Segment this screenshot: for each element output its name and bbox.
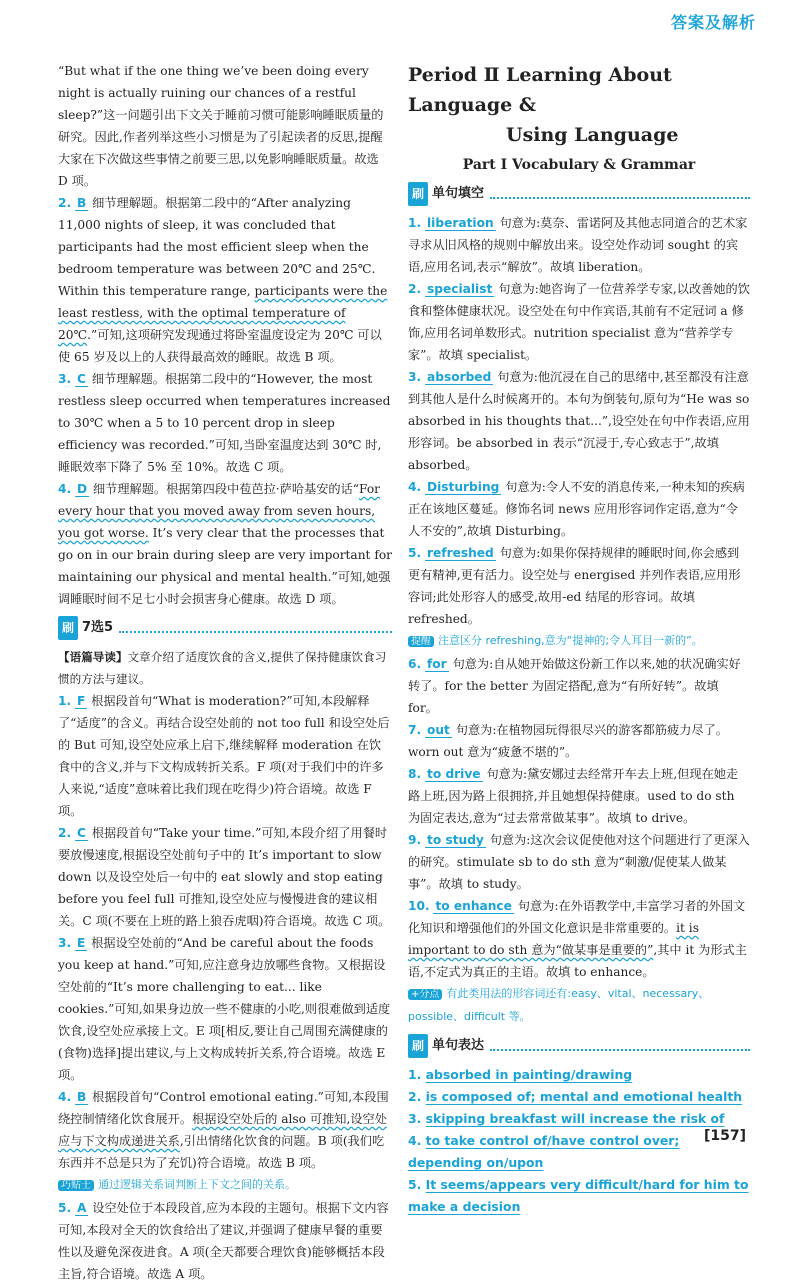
item-number: 2.: [58, 826, 72, 840]
guide-label: 【语篇导读】: [58, 650, 128, 664]
item-number: 9.: [408, 833, 422, 847]
highlighted-evidence: For every hour that you moved away from seven hours, you got worse.: [58, 482, 380, 540]
fill-item-8: [408, 763, 750, 829]
section-badge: 刷: [408, 1034, 428, 1058]
guide-text: 文章介绍了适度饮食的含义,提供了保持健康饮食习惯的方法与建议。: [58, 650, 387, 686]
section-header-expression: [408, 1034, 750, 1058]
answer-item-s5: [58, 1197, 392, 1285]
left-column: [58, 60, 392, 1285]
item-number: 3.: [58, 936, 72, 950]
explanation-text: 根据段首句“Take your time.”可知,本段介绍了用餐时要放慢速度,根据设空处前句子中的 It’s important to slow down 以及设空处后一句中的 eat slowly and stop eating before you feel full 可推知,设空处应与慢慢进食的建议相关。C 项(不要在上班的路上狼吞虎咽)符合语境。故选 C 项。: [58, 826, 391, 928]
fill-item-10: [408, 895, 750, 983]
answer-section-tag: 答案及解析: [670, 13, 756, 32]
reminder-note: [408, 630, 750, 653]
explanation-text: 句意为:黛安娜过去经常开车去上班,但现在她走路上班,因为路上很拥挤,并且她想保持健康。used to do sth 为固定表达,意为“过去常常做某事”。故填 to drive。: [408, 767, 739, 825]
item-number: 2.: [58, 196, 72, 210]
fill-item-1: [408, 212, 750, 278]
highlighted-evidence: participants were the least restless, with the optimal temperature of 20℃: [58, 284, 388, 342]
answer-item-s4: [58, 1086, 392, 1174]
item-number: 2.: [408, 282, 422, 296]
fill-item-3: [408, 366, 750, 476]
section-badge: 刷: [408, 182, 428, 206]
answer-letter: C: [77, 826, 86, 840]
explanation-text: ,引出情绪化饮食的问题。B 项(我们吃东西并不总是只为了充饥)符合语境。故选 B 项。: [58, 1134, 385, 1170]
tip-text: 注意区分 refreshing,意为“提神的;令人耳目一新的”。: [438, 634, 703, 647]
section-title: 7选5: [82, 620, 114, 635]
dotted-divider: [490, 189, 750, 199]
fill-item-9: [408, 829, 750, 895]
expression-text: is composed of; mental and emotional health: [425, 1089, 743, 1104]
item-number: 3.: [408, 370, 422, 384]
item-number: 3.: [58, 372, 72, 386]
explanation-text: .”可知,这项研究发现通过将卧室温度设定为 20℃ 可以使 65 岁及以上的人获得最高效的睡眠。故选 B 项。: [58, 328, 382, 364]
explanation-text: 句意为:自从她开始做这份新工作以来,她的状况确实好转了。for the better 为固定搭配,意为“有所好转”。故填 for。: [408, 657, 741, 715]
answer-letter: E: [77, 936, 86, 950]
section-title: 单句填空: [432, 186, 485, 201]
answer-word: for: [427, 657, 447, 671]
answer-word: out: [427, 723, 450, 737]
period-label: Period Ⅱ: [408, 64, 500, 86]
explanation-text: 句意为:莫奈、雷诺阿及其他志同道合的艺术家寻求从旧风格的规则中解放出来。设空处作动词 sought 的宾语,应用名词,表示“解放”。故填 liberation。: [408, 216, 748, 274]
answer-word: liberation: [427, 216, 494, 230]
expression-text: It seems/appears very difficult/hard for him to make a decision: [408, 1177, 749, 1214]
section-header-fill-blank: [408, 182, 750, 206]
explanation-text: 句意为:令人不安的消息传来,一种未知的疾病正在该地区蔓延。修饰名词 news 应用形容词作定语,意为“令人不安的”,故填 Disturbing。: [408, 480, 745, 538]
item-number: 5.: [408, 1177, 422, 1192]
item-number: 1.: [408, 216, 422, 230]
item-number: 8.: [408, 767, 422, 781]
answer-word: to enhance: [435, 899, 512, 913]
item-number: 5.: [58, 1201, 72, 1215]
explanation-text: 句意为:她咨询了一位营养学专家,以改善她的饮食和整体健康状况。设空处在句中作宾语,其前有不定冠词 a 修饰,应用名词单数形式。nutrition specialist 意为“营养学专家”。故填 specialist。: [408, 282, 750, 362]
expression-answer-3: [408, 1108, 750, 1130]
answer-letter: A: [77, 1201, 87, 1215]
item-number: 1.: [408, 1067, 422, 1082]
expression-answer-2: [408, 1086, 750, 1108]
expression-answer-4: [408, 1130, 750, 1174]
item-number: 4.: [58, 1090, 72, 1104]
explanation-text: 句意为:如果你保持规律的睡眠时间,你会感到更有精神,更有活力。设空处与 energised 并列作表语,应用形容词;此处形容人的感受,故用-ed 结尾的形容词。故填 refreshed。: [408, 546, 741, 626]
answer-word: absorbed: [427, 370, 492, 384]
expression-answer-5: [408, 1174, 750, 1218]
explanation-text: 细节理解题。根据第二段中的“After analyzing 11,000 nights of sleep, it was concluded that participants had the most efficient sleep when the bedroom temperature was between 20℃ and 25℃. Within this temperature range,: [58, 196, 376, 298]
period-title-line1: Learning About Language &: [408, 64, 672, 116]
answer-item-s1: [58, 690, 392, 822]
section-badge: 刷: [58, 616, 78, 640]
answer-item-s3: [58, 932, 392, 1086]
bonus-badge: +分点: [408, 989, 442, 1000]
explanation-text: 句意为:他沉浸在自己的思绪中,甚至都没有注意到其他人是什么时候离开的。本句为倒装句,原句为“He was so absorbed in his thoughts that...”,设空处在句中作表语,应用形容词。be absorbed in 表示“沉浸于,专心致志于”,故填 absorbed。: [408, 370, 750, 472]
dotted-divider: [119, 623, 392, 633]
answer-word: to drive: [427, 767, 481, 781]
answer-word: specialist: [427, 282, 493, 296]
period-title-line2: Using Language: [506, 124, 679, 146]
answer-word: Disturbing: [427, 480, 500, 494]
part-title: Part Ⅰ Vocabulary & Grammar: [462, 157, 696, 173]
answer-item-3: [58, 368, 392, 478]
answer-letter: D: [77, 482, 88, 496]
highlighted-evidence: it is important to do sth 意为“做某事是重要的”: [408, 921, 699, 957]
item-number: 3.: [408, 1111, 422, 1126]
answer-word: to study: [427, 833, 484, 847]
item-number: 2.: [408, 1089, 422, 1104]
item-number: 5.: [408, 546, 422, 560]
item-number: 6.: [408, 657, 422, 671]
item-number: 10.: [408, 899, 430, 913]
explanation-text: 句意为:在植物园玩得很尽兴的游客都筋疲力尽了。worn out 意为“疲惫不堪的”。: [408, 723, 728, 759]
tip-badge: 巧贴士: [58, 1180, 94, 1191]
dotted-divider: [490, 1041, 750, 1051]
explanation-text: 根据段首句“What is moderation?”可知,本段解释了“适度”的含义。再结合设空处前的 not too full 和设空处后的 But 可知,设空处应承上启下,继续解释 moderation 在饮食中的含义,并与下文构成转折关系。F 项(对于我们中的许多人来说,“适度”意味着比我们现在吃得少)符合语境。故选 F 项。: [58, 694, 390, 818]
explanation-text: 句意为:这次会议促使他对这个问题进行了更深入的研究。stimulate sb to do sth 意为“刺激/促使某人做某事”。故填 to study。: [408, 833, 750, 891]
fill-item-2: [408, 278, 750, 366]
tip-text: 通过逻辑关系词判断上下文之间的关系。: [98, 1178, 296, 1191]
answer-letter: B: [77, 1090, 87, 1104]
answer-letter: C: [77, 372, 86, 386]
explanation-text: 根据段首句“Control emotional eating.”可知,本段围绕控制情绪化饮食展开。: [58, 1090, 389, 1126]
answer-item-s2: [58, 822, 392, 932]
item-number: 7.: [408, 723, 422, 737]
bonus-tip-note: [408, 983, 750, 1028]
period-title: [408, 60, 750, 150]
item-number: 4.: [408, 480, 422, 494]
right-column: [408, 60, 750, 1218]
explanation-text: 设空处位于本段段首,应为本段的主题句。根据下文内容可知,本段对全天的饮食给出了建议,并强调了健康早餐的重要性以及避免深夜进食。A 项(全天都要合理饮食)能够概括本段主旨,符合语境。故选 A 项。: [58, 1201, 389, 1281]
expression-text: absorbed in painting/drawing: [425, 1067, 633, 1082]
item-number: 1.: [58, 694, 72, 708]
fill-item-7: [408, 719, 750, 763]
page-number: [157]: [703, 1128, 746, 1144]
explanation-text: 细节理解题。根据第四段中苞芭拉·萨哈基安的话“: [93, 482, 360, 496]
fill-item-6: [408, 653, 750, 719]
intro-paragraph: “But what if the one thing we’ve been doing every night is actually ruining our chances of a restful sleep?”这一问题引出下文关于睡前习惯可能影响睡眠质量的研究。因此,作者列举这些小习惯是为了引起读者的反思,提醒大家在下次做这些事情之前要三思,以免影响睡眠质量。故选 D 项。: [58, 64, 384, 188]
page-number-value: 157: [710, 1128, 740, 1144]
explanation-text: It’s very clear that the processes that go on in our brain during sleep are very important for maintaining our physical and mental health.”可知,她强调睡眠时间不足七小时会损害身心健康。故选 D 项。: [58, 526, 392, 606]
fill-item-5: [408, 542, 750, 630]
expression-answer-1: [408, 1064, 750, 1086]
section-header-7-choose-5: [58, 616, 392, 640]
item-number: 4.: [58, 482, 72, 496]
answer-word: refreshed: [427, 546, 494, 560]
expression-text: skipping breakfast will increase the risk of: [425, 1111, 725, 1126]
tip-note: [58, 1174, 392, 1197]
expression-text: to take control of/have control over; depending on/upon: [408, 1133, 680, 1170]
reminder-badge: 提醒: [408, 636, 434, 647]
section-title: 单句表达: [432, 1038, 485, 1053]
item-number: 4.: [408, 1133, 422, 1148]
fill-item-4: [408, 476, 750, 542]
explanation-text: 细节理解题。根据第二段中的“However, the most restless sleep occurred when temperatures increased to 30℃ when a 5 to 10 percent drop in sleep efficiency was recorded.”可知,当卧室温度达到 30℃ 时,睡眠效率下降了 5% 至 10%。故选 C 项。: [58, 372, 391, 474]
answer-letter: F: [77, 694, 86, 708]
passage-guide: [58, 646, 392, 690]
explanation-text: ,其中 it 为形式主语,不定式为真正的主语。故填 to enhance。: [408, 943, 747, 979]
tip-text: 有此类用法的形容词还有:easy、vital、necessary、possible、difficult 等。: [408, 987, 710, 1023]
explanation-text: 句意为:在外语教学中,丰富学习者的外国文化知识和增强他们的外国文化意识是非常重要的。: [408, 899, 746, 935]
explanation-text: 根据设空处前的“And be careful about the foods you keep at hand.”可知,应注意身边放哪些食物。又根据设空处前的“It’s more challenging to eat... like cookies.”可知,如果身边放一些不健康的小吃,则很难做到适度饮食,设空处应承接上文。E 项[相反,要让自己周围充满健康的(食物)选择]提出建议,与上文构成转折关系,符合语境。故选 E 项。: [58, 936, 391, 1082]
answer-item-4: [58, 478, 392, 610]
answer-item-2: [58, 192, 392, 368]
highlighted-evidence: 根据设空处后的 also 可推知,设空处应与下文构成递进关系: [58, 1112, 387, 1148]
answer-letter: B: [77, 196, 87, 210]
